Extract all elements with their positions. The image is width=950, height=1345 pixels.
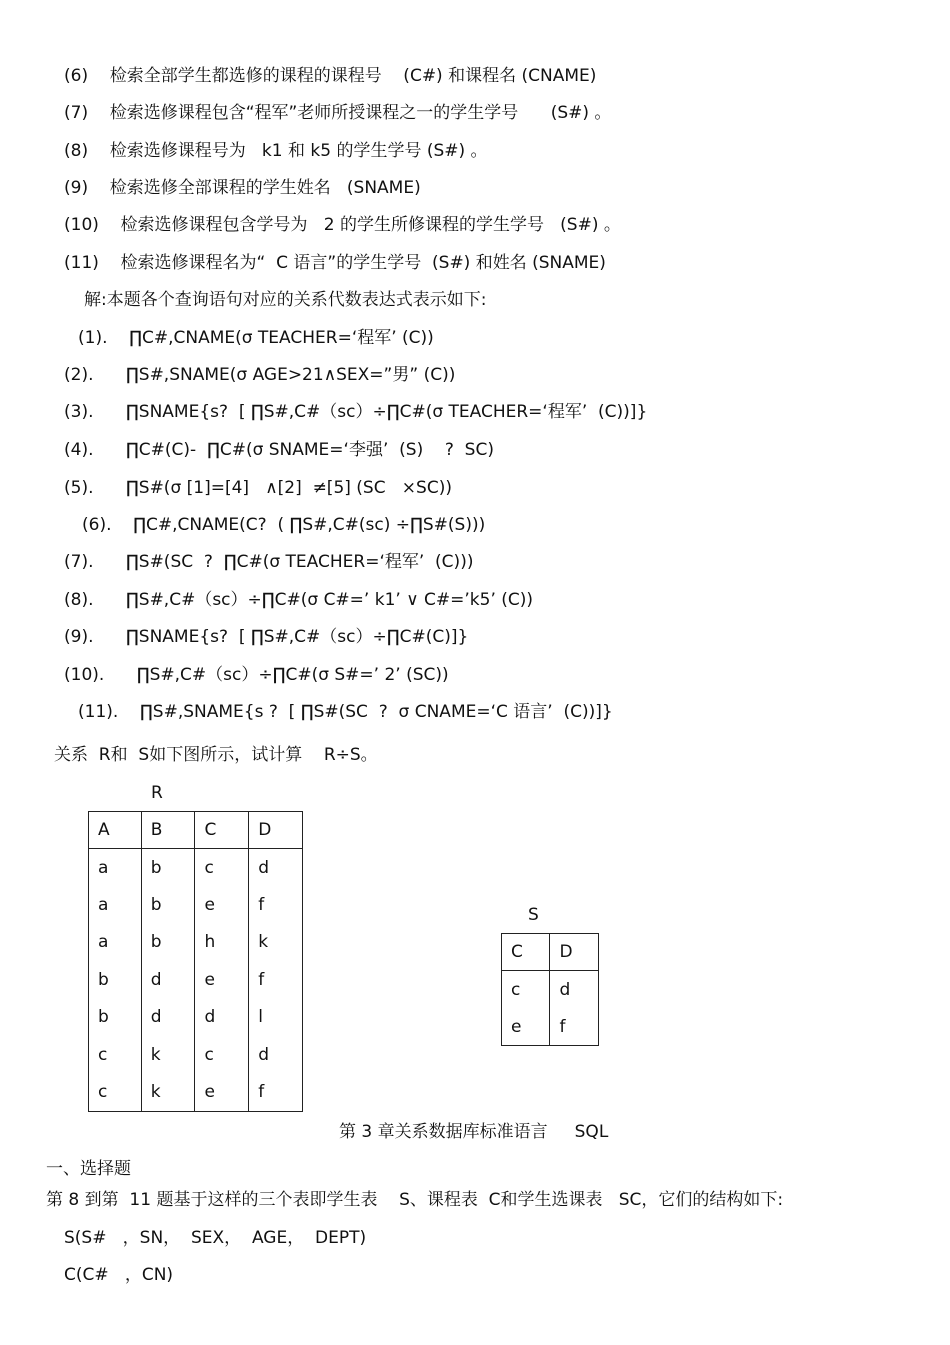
- schema-c: C(C# ，CN): [64, 1265, 174, 1285]
- table-r-cell: b: [141, 849, 195, 887]
- table-r-cell: a: [89, 924, 142, 962]
- table-r-cell: d: [195, 999, 249, 1037]
- answer-5: (5). ∏S#(σ [1]=[4] ∧[2] ≠[5] (SC ×SC)): [64, 478, 452, 498]
- table-s-cell: d: [550, 971, 599, 1009]
- answer-intro: 解:本题各个查询语句对应的关系代数表达式表示如下:: [84, 290, 487, 310]
- table-row: [89, 924, 303, 962]
- table-r-header: C: [195, 812, 249, 849]
- answer-8: (8). ∏S#,C#（sc）÷∏C#(σ C#=’ k1’ ∨ C#=’k5’ (C)): [64, 590, 534, 610]
- table-row: [89, 961, 303, 999]
- section-intro: 第 8 到第 11 题基于这样的三个表即学生表 S、课程表 C和学生选课表 SC，它们的结构如下:: [46, 1190, 784, 1210]
- table-row: [502, 971, 599, 1009]
- table-r-cell: f: [249, 886, 303, 924]
- answer-1: (1). ∏C#,CNAME(σ TEACHER=‘程军’ (C)): [78, 328, 434, 348]
- section-title: 一、选择题: [46, 1159, 131, 1179]
- table-r-cell: d: [249, 849, 303, 887]
- table-row: [502, 1008, 599, 1046]
- table-s-header: D: [550, 934, 599, 971]
- question-6: (6) 检索全部学生都选修的课程的课程号 (C#) 和课程名 (CNAME): [64, 66, 597, 86]
- answer-10: (10). ∏S#,C#（sc）÷∏C#(σ S#=’ 2’ (SC)): [64, 665, 449, 685]
- chapter-title: 第 3 章关系数据库标准语言 SQL: [339, 1122, 609, 1142]
- table-r-cell: a: [89, 886, 142, 924]
- relation-question: 关系 R和 S如下图所示，试计算 R÷S。: [54, 745, 378, 765]
- table-r-cell: c: [89, 1074, 142, 1112]
- question-10: (10) 检索选修课程包含学号为 2 的学生所修课程的学生学号 (S#) 。: [64, 215, 621, 235]
- table-r-cell: l: [249, 999, 303, 1037]
- table-r-cell: k: [249, 924, 303, 962]
- table-r: [88, 811, 303, 1112]
- answer-11: (11). ∏S#,SNAME{s ? [ ∏S#(SC ? σ CNAME=‘C 语言’ (C))]}: [78, 702, 613, 722]
- schema-s: S(S# ，SN， SEX， AGE， DEPT): [64, 1228, 367, 1248]
- answer-3: (3). ∏SNAME{s? [ ∏S#,C#（sc）÷∏C#(σ TEACHER=‘程军’ (C))]}: [64, 402, 648, 422]
- table-r-cell: k: [141, 1074, 195, 1112]
- table-row: [89, 1036, 303, 1074]
- answer-7: (7). ∏S#(SC ? ∏C#(σ TEACHER=‘程军’ (C))): [64, 552, 474, 572]
- table-r-cell: e: [195, 961, 249, 999]
- table-r-header: D: [249, 812, 303, 849]
- table-r-cell: b: [141, 924, 195, 962]
- table-s-cell: e: [502, 1008, 550, 1046]
- table-r-cell: b: [89, 961, 142, 999]
- table-s-cell: f: [550, 1008, 599, 1046]
- table-r-cell: d: [141, 999, 195, 1037]
- question-11: (11) 检索选修课程名为“ C 语言”的学生学号 (S#) 和姓名 (SNAME): [64, 253, 606, 273]
- table-s-caption: S: [528, 905, 539, 925]
- table-s-header: C: [502, 934, 550, 971]
- table-r-caption: R: [151, 783, 163, 803]
- table-s: [501, 933, 599, 1046]
- answer-9: (9). ∏SNAME{s? [ ∏S#,C#（sc）÷∏C#(C)]}: [64, 627, 469, 647]
- table-row: [89, 849, 303, 887]
- table-row: [89, 999, 303, 1037]
- table-r-cell: c: [195, 849, 249, 887]
- table-r-cell: k: [141, 1036, 195, 1074]
- table-r-cell: h: [195, 924, 249, 962]
- answer-4: (4). ∏C#(C)- ∏C#(σ SNAME=‘李强’ (S) ? SC): [64, 440, 494, 460]
- table-row: [89, 1074, 303, 1112]
- table-r-cell: e: [195, 886, 249, 924]
- table-r-cell: a: [89, 849, 142, 887]
- table-r-cell: e: [195, 1074, 249, 1112]
- table-r-cell: f: [249, 1074, 303, 1112]
- table-r-cell: c: [195, 1036, 249, 1074]
- table-row: [89, 886, 303, 924]
- answer-2: (2). ∏S#,SNAME(σ AGE>21∧SEX=”男” (C)): [64, 365, 456, 385]
- table-r-cell: c: [89, 1036, 142, 1074]
- table-r-cell: b: [89, 999, 142, 1037]
- table-s-cell: c: [502, 971, 550, 1009]
- table-r-cell: d: [141, 961, 195, 999]
- table-r-cell: f: [249, 961, 303, 999]
- table-r-header: A: [89, 812, 142, 849]
- table-r-cell: b: [141, 886, 195, 924]
- answer-6: (6). ∏C#,CNAME(C? ( ∏S#,C#(sc) ÷∏S#(S))): [82, 515, 486, 535]
- question-9: (9) 检索选修全部课程的学生姓名 (SNAME): [64, 178, 421, 198]
- question-8: (8) 检索选修课程号为 k1 和 k5 的学生学号 (S#) 。: [64, 141, 488, 161]
- table-r-header: B: [141, 812, 195, 849]
- table-r-cell: d: [249, 1036, 303, 1074]
- question-7: (7) 检索选修课程包含“程军”老师所授课程之一的学生学号 (S#) 。: [64, 103, 612, 123]
